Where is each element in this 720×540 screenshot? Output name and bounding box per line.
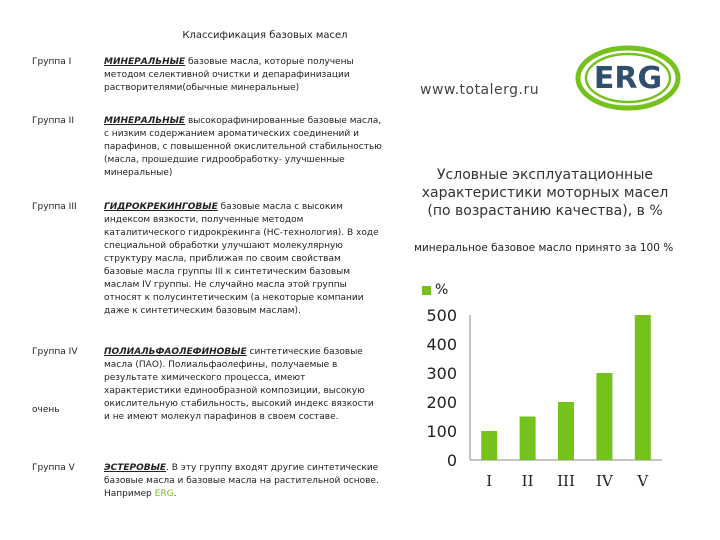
- group-text: синтетические базовые масла (ПАО). Полиальфаолефины, получаемые в результате химического процесса, имеют характеристики единообразной композиции, высокую окислительную стабильность, высокий индекс вязкости и не имеют молекул парафинов в своем составе.: [104, 347, 374, 422]
- group-name: Группа II: [32, 116, 74, 126]
- group-text-end: .: [173, 489, 177, 499]
- x-tick-label: I: [486, 472, 493, 490]
- group-name: Группа I: [32, 57, 72, 67]
- y-tick-label: 300: [426, 364, 457, 383]
- group-description: [104, 462, 382, 501]
- group-keyword: МИНЕРАЛЬНЫЕ: [104, 57, 186, 67]
- group-keyword: ГИДРОКРЕКИНГОВЫЕ: [104, 202, 218, 212]
- group-keyword: ПОЛИАЛЬФАОЛЕФИНОВЫЕ: [104, 347, 247, 357]
- website-url[interactable]: www.totalerg.ru: [420, 82, 540, 98]
- group-text: базовые масла, которые получены методом селективной очистки и депарафинизации растворителями(обычные минеральные): [104, 57, 354, 93]
- logo-text: ERG: [593, 61, 663, 96]
- x-tick-label: III: [557, 472, 575, 490]
- group-text: базовые масла с высоким индексом вязкости, полученные методом каталитического гидрокрекинга (НС-технология). В ходе специальной обработки улучшают молекулярную структуру масла, приближая по своим свойствам базовые масла группы III к синтетическим базовым маслам IV группы. Не случайно масла этой группы относят к полусинтетическим (а некоторые компании даже к синтетическим базовым маслам).: [104, 202, 379, 316]
- group-name: Группа III: [32, 202, 77, 212]
- extra-word: очень: [32, 405, 60, 415]
- erg-logo: [568, 40, 688, 120]
- chart-title-line-2: характеристики моторных масел: [421, 185, 669, 201]
- x-tick-label: II: [521, 472, 534, 490]
- chart-title-line-3: (по возрастанию качества), в %: [427, 203, 663, 219]
- bar-II: [520, 417, 536, 461]
- group-description: [104, 201, 382, 318]
- bar-chart: [400, 300, 700, 500]
- page-title: Классификация базовых масел: [182, 30, 348, 41]
- chart-legend: [422, 282, 448, 298]
- group-description: [104, 56, 382, 95]
- y-tick-label: 400: [426, 335, 457, 354]
- legend-swatch: [422, 286, 431, 295]
- group-text: высокорафинированные базовые масла, с низким содержанием ароматических соединений и парафинов, с повышенной окислительной стабильностью (масла, прошедшие гидрообработку- улучшенные минеральные): [104, 116, 382, 178]
- bar-III: [558, 402, 574, 460]
- y-tick-label: 100: [426, 422, 457, 441]
- group-name: Группа IV: [32, 347, 78, 357]
- group-keyword: МИНЕРАЛЬНЫЕ: [104, 116, 186, 126]
- group-keyword: ЭСТЕРОВЫЕ: [104, 463, 167, 473]
- chart-note: минеральное базовое масло принято за 100 %: [414, 242, 674, 254]
- group-description: [104, 346, 382, 424]
- erg-inline-link: ERG: [154, 489, 174, 499]
- chart-title: [420, 166, 670, 220]
- group-text: . В эту группу входят другие синтетические базовые масла и базовые масла на растительной основе. Например: [104, 463, 379, 499]
- x-tick-label: IV: [596, 472, 613, 490]
- y-tick-label: 0: [446, 451, 457, 470]
- chart-title-line-1: Условные эксплуатационные: [437, 167, 653, 183]
- y-tick-label: 200: [426, 393, 457, 412]
- legend-label: %: [435, 282, 449, 298]
- bar-I: [481, 431, 497, 460]
- bar-IV: [596, 373, 612, 460]
- bar-V: [635, 315, 651, 460]
- y-tick-label: 500: [426, 306, 457, 325]
- x-tick-label: V: [637, 472, 649, 490]
- group-name: Группа V: [32, 463, 75, 473]
- group-description: [104, 115, 382, 180]
